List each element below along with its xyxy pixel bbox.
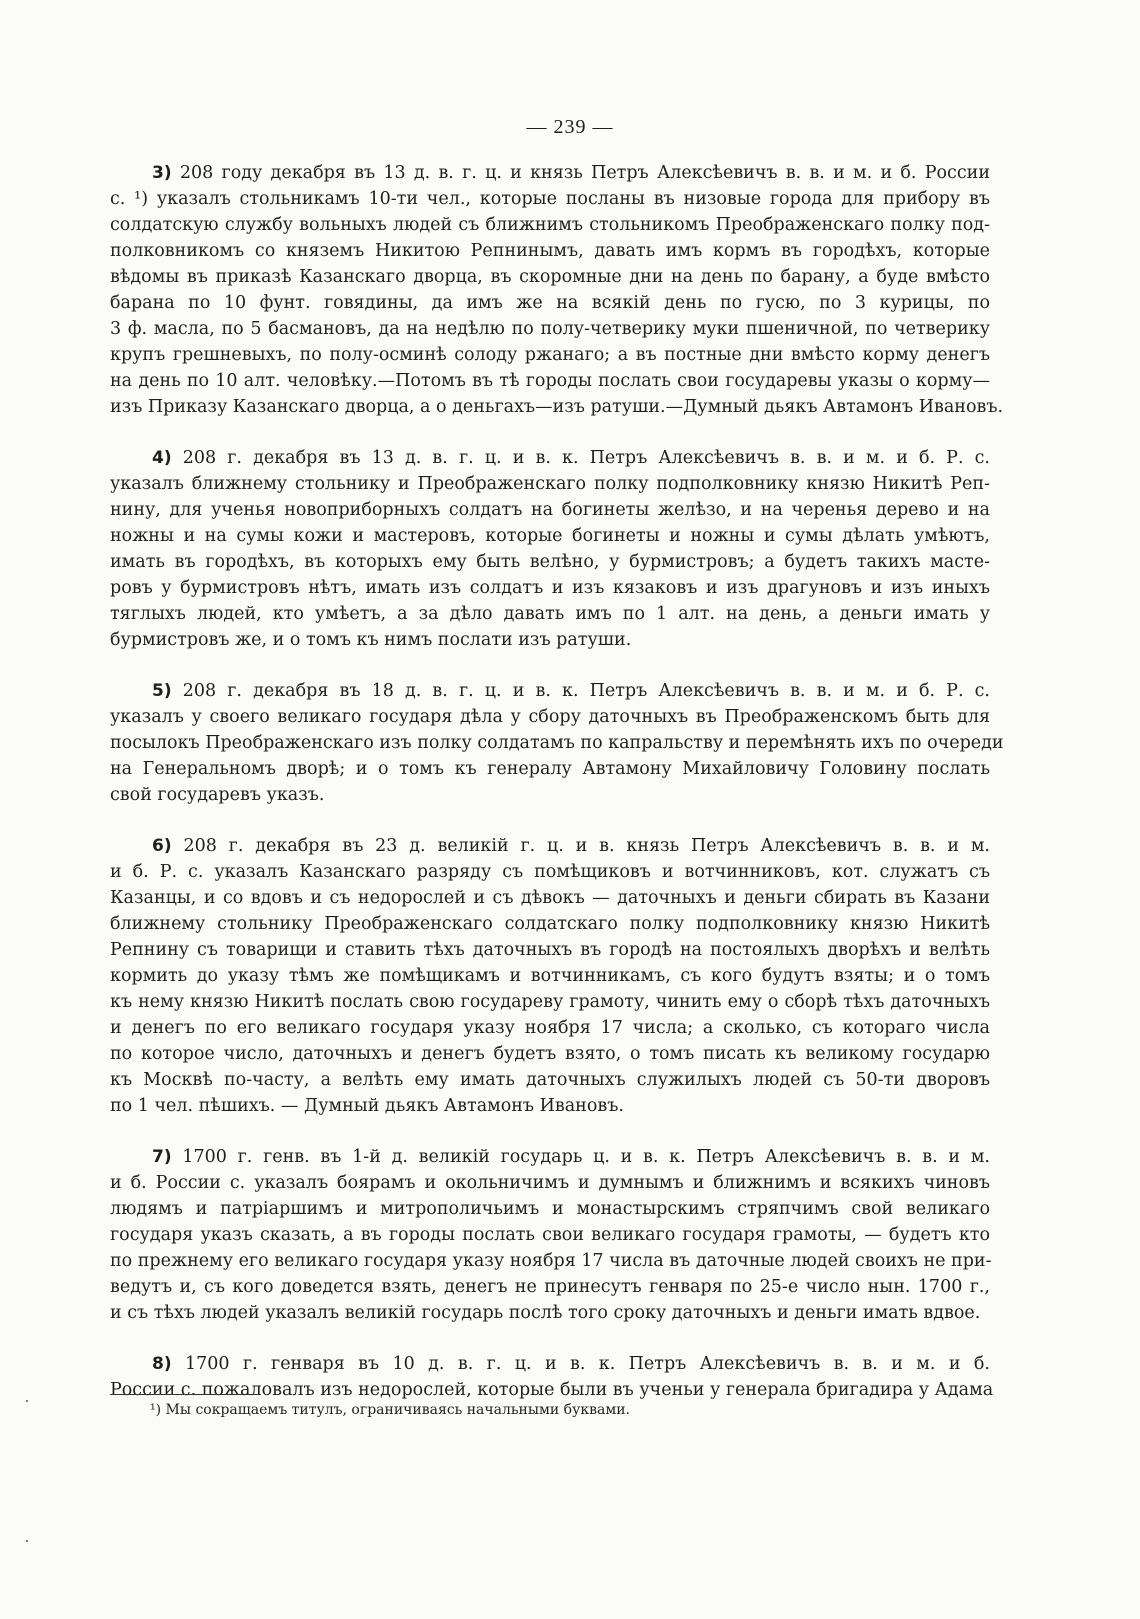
text-line: къ нему князю Никитѣ послать свою государеву грамоту, чинить ему о сборѣ тѣхъ даточныхъ [110,992,990,1012]
text-line [110,833,990,859]
text-line: людямъ и патріаршимъ и митрополичьимъ и монастырскимъ стряпчимъ свой великаго [110,1199,990,1219]
text-line: и съ тѣхъ людей указалъ великій государь послѣ того сроку даточныхъ и деньги имать вдвое. [110,1303,981,1323]
text-line: России с. пожаловалъ изъ недорослей, которые были въ ученьи у генерала бригадира у Адама [110,1380,994,1400]
footnote: ¹) Мы сокращаемъ титулъ, ограничиваясь начальными буквами. [150,1402,630,1418]
text-line: и б. России с. указалъ боярамъ и окольничимъ и думнымъ и ближнимъ и всякихъ чиновъ [110,1173,990,1193]
text-line: на день по 10 алт. человѣку.—Потомъ въ тѣ городы послать свои государевы указы о корму— [110,371,990,391]
line-text: 208 г. декабря въ 18 д. в. г. ц. и в. к. Петръ Алексѣевичъ в. в. и м. и б. Р. с. [182,681,990,701]
text-line: кормить до указу тѣмъ же помѣщикамъ и вотчинникамъ, съ кого будутъ взяты; и о томъ [110,966,990,986]
line-text: 208 году декабря въ 13 д. в. г. ц. и князь Петръ Алексѣевичъ в. в. и м. и б. России [179,163,990,183]
paragraph-number: 4) [152,448,172,468]
text-line: Казанцы, и со вдовъ и съ недорослей и съ дѣвокъ — даточныхъ и деньги сбирать въ Казани [110,888,990,908]
text-line [110,1144,990,1170]
line-text: 1700 г. генваря въ 10 д. в. г. ц. и в. к. Петръ Алексѣевичъ в. в. и м. и б. [185,1354,990,1374]
text-line: вѣдомы въ приказѣ Казанскаго дворца, въ скоромные дни на день по барану, а буде вмѣсто [110,267,990,287]
text-line: по которое число, даточныхъ и денегъ будетъ взято, о томъ писать къ великому государю [110,1044,990,1064]
text-line: имать въ городѣхъ, въ которыхъ ему быть велѣно, у бурмистровъ; а будетъ такихъ масте- [110,552,990,572]
scan-speck [26,1400,28,1402]
text-line [110,678,990,704]
text-line: 3 ф. масла, по 5 басмановъ, да на недѣлю по полу-четверику муки пшеничной, по четверику [110,319,990,339]
text-line: указалъ ближнему стольнику и Преображенскаго полку подполковнику князю Никитѣ Реп- [110,474,990,494]
text-line: ведутъ и, съ кого доведется взять, денегъ не принесутъ генваря по 25-е число нын. 1700 г., [110,1277,990,1297]
paragraph-number: 6) [152,836,172,856]
text-line [110,445,990,471]
text-line: с. ¹) указалъ стольникамъ 10-ти чел., которые посланы въ низовые города для прибору въ [110,189,990,209]
text-line: къ Москвѣ по-часту, а велѣть ему имать даточныхъ служилыхъ людей съ 50-ти дворовъ [110,1070,990,1090]
text-line: ближнему стольнику Преображенскаго солдатскаго полку подполковнику князю Никитѣ [110,914,990,934]
document-body [110,160,1004,1428]
text-line: изъ Приказу Казанскаго дворца, а о деньгахъ—изъ ратуши.—Думный дьякъ Автамонъ Ивановъ. [110,397,1004,417]
text-line [110,160,990,186]
text-line: тяглыхъ людей, кто умѣетъ, а за дѣло давать имъ по 1 алт. на день, а деньги имать у [110,604,990,624]
text-line [110,1351,990,1377]
text-line: государя указъ сказать, а въ городы послать свои великаго государя грамоты, — будетъ кто [110,1225,990,1245]
text-line: по 1 чел. пѣшихъ. — Думный дьякъ Автамонъ Ивановъ. [110,1096,624,1116]
line-text: 208 г. декабря въ 23 д. великій г. ц. и в. князь Петръ Алексѣевичъ в. в. и м. [183,836,990,856]
text-line: бурмистровъ же, и о томъ къ нимъ послати изъ ратуши. [110,630,632,650]
text-line: нину, для ученья новоприборныхъ солдатъ на богинеты желѣзо, и на черенья дерево и на [110,500,990,520]
page-number: — 239 — [526,116,614,138]
paragraph-number: 3) [152,163,172,183]
line-text: 1700 г. генв. въ 1-й д. великій государь ц. и в. к. Петръ Алексѣевичъ в. в. и м. [182,1147,990,1167]
text-line: и б. Р. с. указалъ Казанскаго разряду съ помѣщиковъ и вотчинниковъ, кот. служатъ съ [110,862,990,882]
footnote-rule [110,1394,258,1395]
text-line: посылокъ Преображенскаго изъ полку солдатамъ по капральству и перемѣнять ихъ по очереди [110,733,1004,753]
text-line: свой государевъ указъ. [110,785,325,805]
text-line: ровъ у бурмистровъ нѣтъ, имать изъ солдатъ и изъ кязаковъ и изъ драгуновъ и изъ иныхъ [110,578,990,598]
scan-speck [26,1540,28,1542]
paragraph-4 [110,833,990,1119]
paragraph-number: 5) [152,681,172,701]
paragraph-1 [110,160,1004,420]
paragraph-number: 8) [152,1354,172,1374]
paragraph-5 [110,1144,990,1326]
text-line: указалъ у своего великаго государя дѣла у сбору даточныхъ въ Преображенскомъ быть для [110,707,990,727]
text-line: солдатскую службу вольныхъ людей съ ближнимъ стольникомъ Преображенскаго полку под- [110,215,990,235]
text-line: по прежнему его великаго государя указу ноября 17 числа въ даточные людей своихъ не при- [110,1251,992,1271]
paragraph-number: 7) [152,1147,172,1167]
paragraph-6 [110,1351,994,1403]
text-line: крупъ грешневыхъ, по полу-осминѣ солоду ржанаго; а въ постные дни вмѣсто корму денегъ [110,345,990,365]
text-line: полковникомъ со княземъ Никитою Репнинымъ, давать имъ кормъ въ городѣхъ, которые [110,241,990,261]
text-line: на Генеральномъ дворѣ; и о томъ къ генералу Автамону Михайловичу Головину послать [110,759,990,779]
paragraph-3 [110,678,1004,808]
text-line: Репнину съ товарищи и ставить тѣхъ даточныхъ въ городѣ на постоялыхъ дворѣхъ и велѣть [110,940,990,960]
paragraph-2 [110,445,990,653]
text-line: барана по 10 фунт. говядины, да имъ же на всякій день по гусю, по 3 курицы, по [110,293,990,313]
text-line: ножны и на сумы кожи и мастеровъ, которые богинеты и ножны и сумы дѣлать умѣютъ, [110,526,990,546]
text-line: и денегъ по его великаго государя указу ноября 17 числа; а сколько, съ котораго числа [110,1018,990,1038]
line-text: 208 г. декабря въ 13 д. в. г. ц. и в. к. Петръ Алексѣевичъ в. в. и м. и б. Р. с. [182,448,990,468]
